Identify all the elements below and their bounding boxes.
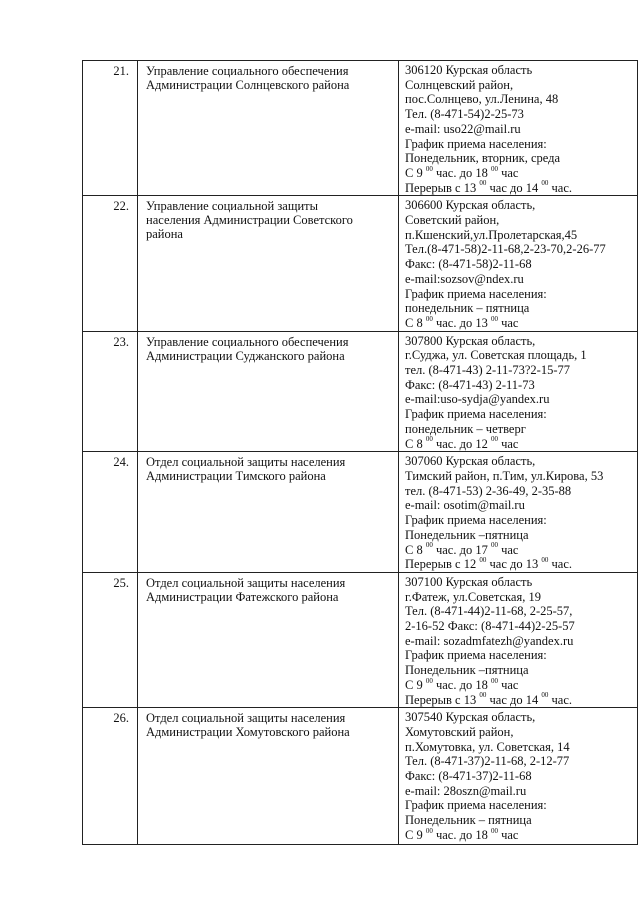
schedule-text: С 8: [405, 315, 426, 330]
organization-name: [138, 452, 399, 573]
schedule-text: час. до 18: [432, 165, 491, 180]
contact-line: Понедельник –пятница: [405, 663, 529, 678]
schedule-minutes: 00: [425, 435, 433, 444]
organization-name: [138, 572, 399, 707]
schedule-minutes: 00: [425, 541, 433, 550]
organization-name-line: Администрации Хомутовского района: [146, 725, 350, 740]
schedule-minutes: 00: [490, 826, 498, 835]
row-number: 25.: [83, 572, 138, 707]
contact-line: Хомутовский район,: [405, 724, 514, 739]
schedule-text: Перерыв с 13: [405, 180, 480, 195]
contact-line: г.Фатеж, ул.Советская, 19: [405, 589, 541, 604]
contact-line: Понедельник –пятница: [405, 527, 529, 542]
contact-line: Понедельник – пятница: [405, 813, 532, 828]
table-row: [83, 572, 638, 707]
contact-line: e-mail: osotim@mail.ru: [405, 498, 525, 513]
schedule-text: час до 14: [486, 692, 542, 707]
organization-name-line: Отдел социальной защиты населения: [146, 711, 346, 726]
schedule-text: час. до 18: [432, 677, 491, 692]
contact-line: 307540 Курская область,: [405, 710, 536, 725]
contact-details: [399, 331, 638, 452]
table-row: [83, 61, 638, 196]
contact-details: [399, 196, 638, 331]
schedule-text: С 8: [405, 436, 426, 451]
schedule-text: час.: [548, 692, 572, 707]
contact-details: [399, 452, 638, 573]
contact-line: понедельник – пятница: [405, 301, 530, 316]
contact-line: e-mail:uso-sydja@yandex.ru: [405, 392, 550, 407]
contact-line: График приема населения:: [405, 648, 547, 663]
schedule-text: час. до 12: [432, 436, 491, 451]
contact-line: 307800 Курская область,: [405, 333, 536, 348]
schedule-text: час. до 13: [432, 315, 491, 330]
organization-name: [138, 61, 399, 196]
schedule-text: С 8: [405, 542, 426, 557]
schedule-text: час: [497, 542, 519, 557]
schedule-line: [405, 181, 635, 196]
organization-name-line: населения Администрации Советского: [146, 213, 353, 228]
schedule-text: час до 13: [486, 557, 542, 572]
contact-line: 307100 Курская область: [405, 574, 533, 589]
schedule-minutes: 00: [479, 556, 487, 565]
organization-name-line: Управление социального обеспечения: [146, 64, 349, 78]
schedule-text: час: [497, 827, 519, 842]
contact-line: e-mail: uso22@mail.ru: [405, 121, 521, 136]
schedule-minutes: 00: [490, 435, 498, 444]
schedule-minutes: 00: [490, 541, 498, 550]
contact-line: График приема населения:: [405, 136, 547, 151]
contact-line: График приема населения:: [405, 407, 547, 422]
schedule-minutes: 00: [541, 179, 549, 188]
schedule-line: [405, 543, 635, 558]
social-protection-table: [82, 60, 638, 845]
contact-line: e-mail:sozsov@ndex.ru: [405, 271, 524, 286]
schedule-line: [405, 557, 635, 572]
schedule-text: час.: [548, 180, 572, 195]
schedule-minutes: 00: [490, 314, 498, 323]
contact-line: e-mail: sozadmfatezh@yandex.ru: [405, 633, 574, 648]
organization-name-line: Администрации Солнцевского района: [146, 78, 350, 92]
schedule-text: С 9: [405, 827, 426, 842]
schedule-minutes: 00: [541, 556, 549, 565]
schedule-text: С 9: [405, 165, 426, 180]
contact-line: п.Кшенский,ул.Пролетарская,45: [405, 227, 578, 242]
contact-line: Тимский район, п.Тим, ул.Кирова, 53: [405, 468, 604, 483]
contact-line: 306600 Курская область,: [405, 198, 536, 213]
table-row: [83, 708, 638, 845]
organization-name-line: Управление социального обеспечения: [146, 334, 349, 349]
contact-line: Факс: (8-471-43) 2-11-73: [405, 377, 535, 392]
contact-details: [399, 708, 638, 845]
contact-line: тел. (8-471-53) 2-36-49, 2-35-88: [405, 483, 572, 498]
schedule-text: час до 14: [486, 180, 542, 195]
schedule-text: Перерыв с 12: [405, 557, 480, 572]
schedule-line: [405, 678, 635, 693]
contact-line: п.Хомутовка, ул. Советская, 14: [405, 739, 570, 754]
schedule-text: час: [497, 315, 519, 330]
organization-name-line: Отдел социальной защиты населения: [146, 455, 346, 470]
schedule-text: час. до 17: [432, 542, 491, 557]
table-body: [83, 61, 638, 845]
schedule-line: [405, 437, 635, 452]
contact-line: Тел.(8-471-58)2-11-68,2-23-70,2-26-77: [405, 242, 606, 257]
organization-name: [138, 331, 399, 452]
row-number: 24.: [83, 452, 138, 573]
contact-line: График приема населения:: [405, 798, 547, 813]
table-row: [83, 196, 638, 331]
contact-line: Солнцевский район,: [405, 77, 514, 92]
organization-name: [138, 708, 399, 845]
schedule-text: С 9: [405, 677, 426, 692]
contact-details: [399, 61, 638, 196]
schedule-minutes: 00: [541, 691, 549, 700]
schedule-text: час.: [548, 557, 572, 572]
contact-line: Тел. (8-471-54)2-25-73: [405, 107, 524, 122]
schedule-minutes: 00: [490, 164, 498, 173]
contact-line: Понедельник, вторник, среда: [405, 151, 561, 166]
schedule-text: час: [497, 436, 519, 451]
row-number: 26.: [83, 708, 138, 845]
table-row: [83, 452, 638, 573]
organization-name-line: Администрации Фатежского района: [146, 589, 339, 604]
contact-line: Факс: (8-471-58)2-11-68: [405, 257, 532, 272]
schedule-line: [405, 166, 635, 181]
contact-line: 306120 Курская область: [405, 63, 533, 77]
contact-line: пос.Солнцево, ул.Ленина, 48: [405, 92, 559, 107]
schedule-minutes: 00: [490, 676, 498, 685]
organization-name-line: Администрации Тимского района: [146, 469, 326, 484]
contact-line: График приема населения:: [405, 286, 547, 301]
contact-line: Тел. (8-471-37)2-11-68, 2-12-77: [405, 754, 570, 769]
schedule-minutes: 00: [479, 179, 487, 188]
organization-name-line: района: [146, 227, 183, 242]
schedule-text: час: [497, 165, 519, 180]
contact-line: e-mail: 28oszn@mail.ru: [405, 783, 527, 798]
row-number: 23.: [83, 331, 138, 452]
organization-name-line: Управление социальной защиты: [146, 199, 319, 214]
schedule-minutes: 00: [479, 691, 487, 700]
schedule-line: [405, 828, 635, 843]
contact-line: График приема населения:: [405, 513, 547, 528]
schedule-minutes: 00: [425, 314, 433, 323]
schedule-line: [405, 693, 635, 708]
schedule-line: [405, 316, 635, 331]
contact-line: понедельник – четверг: [405, 421, 526, 436]
schedule-minutes: 00: [425, 164, 433, 173]
row-number: 21.: [83, 61, 138, 196]
contact-line: Факс: (8-471-37)2-11-68: [405, 769, 532, 784]
schedule-text: час. до 18: [432, 827, 491, 842]
schedule-text: час: [497, 677, 519, 692]
schedule-minutes: 00: [425, 676, 433, 685]
contact-line: 307060 Курская область,: [405, 454, 536, 469]
organization-name-line: Администрации Суджанского района: [146, 348, 345, 363]
row-number: 22.: [83, 196, 138, 331]
schedule-text: Перерыв с 13: [405, 692, 480, 707]
table-row: [83, 331, 638, 452]
contact-line: тел. (8-471-43) 2-11-73?2-15-77: [405, 363, 571, 378]
contact-line: Советский район,: [405, 213, 500, 228]
contact-line: г.Суджа, ул. Советская площадь, 1: [405, 348, 587, 363]
contact-line: Тел. (8-471-44)2-11-68, 2-25-57,: [405, 604, 573, 619]
organization-name-line: Отдел социальной защиты населения: [146, 575, 346, 590]
contact-details: [399, 572, 638, 707]
contact-line: 2-16-52 Факс: (8-471-44)2-25-57: [405, 619, 575, 634]
organization-name: [138, 196, 399, 331]
schedule-minutes: 00: [425, 826, 433, 835]
